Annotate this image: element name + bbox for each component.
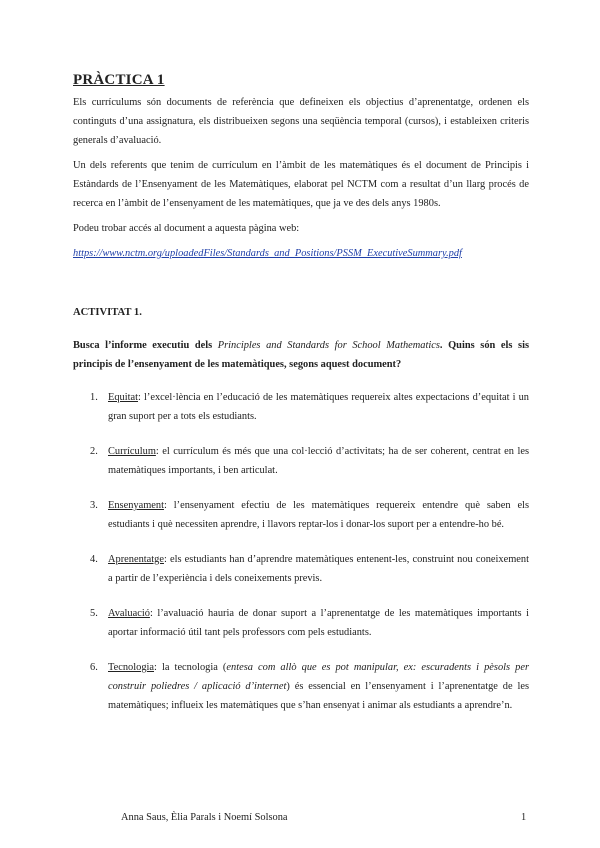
item-number: 3. [90,500,98,511]
nctm-document-link[interactable]: https://www.nctm.org/uploadedFiles/Standards_and_Positions/PSSM_ExecutiveSummary.pdf [73,248,462,259]
question-text-start: Busca l’informe executiu dels [73,340,218,351]
item-number: 1. [90,392,98,403]
footer-authors: Anna Saus, Èlia Parals i Noemí Solsona [121,812,288,823]
item-term: Avaluació [108,608,150,619]
item-term: Ensenyament [108,500,164,511]
item-term: Equitat [108,392,139,403]
intro-paragraph-3: Podeu trobar accés al document a aquesta pàgina web: [73,223,300,234]
intro-paragraph-2: Un dels referents que tenim de currículum en l’àmbit de les matemàtiques és el document de Principis i Estàndards de l’Ensenyament de les Matemàtiques, elaborat pel NCTM com a resultat d’un llarg procés de recerca en l’àmbit de l’ensenyament de les matemàtiques, que ja ve des dels anys 1980s. [73,160,529,209]
item-text: : els estudiants han d’aprendre matemàtiques entenent-les, construint nou coneixement a partir de l’experiència i dels coneixements previs. [108,554,529,584]
item-text-example: entesa com allò que es pot manipular, ex: escuradents i pèsols per construir poliedres / aplicació d’internet [108,662,529,692]
item-term: Currículum [108,446,156,457]
item-term: Aprenentatge [108,554,164,565]
item-number: 5. [90,608,98,619]
page-content [73,72,529,731]
activity-question [73,336,529,374]
principles-list [73,388,529,715]
item-text: : l’avaluació hauria de donar suport a l’aprenentatge de les matemàtiques importants i aportar informació útil tant pels professors com pels estudiants. [108,608,529,638]
item-number: 2. [90,446,98,457]
footer-page-number: 1 [521,812,527,823]
item-number: 4. [90,554,98,565]
list-item [73,604,529,642]
item-number: 6. [90,662,98,673]
item-text: : l’excel·lència en l’educació de les matemàtiques requereix altes expectacions d’equitat i un gran suport per a tots els estudiants. [108,392,529,422]
list-item [73,658,529,715]
item-text-start: : la tecnologia ( [154,662,227,673]
list-item [73,496,529,534]
link-paragraph [73,244,529,263]
list-item [73,550,529,588]
activity-heading: ACTIVITAT 1. [73,307,142,318]
intro-paragraph-1: Els currículums són documents de referència que defineixen els objectius d’aprenentatge, ordenen els continguts d’una assignatura, els distribueixen segons una seqüència temporal (cursos), i estableixen criteris generals d’avaluació. [73,97,529,146]
list-item [73,442,529,480]
page-title: PRÀCTICA 1 [73,72,165,88]
item-term: Tecnologia [108,662,155,673]
list-item [73,388,529,426]
item-text: : el currículum és més que una col·lecció d’activitats; ha de ser coherent, centrat en les matemàtiques importants, i ben articulat. [108,446,529,476]
question-text-end: . Quins són els sis principis de l’ensenyament de les matemàtiques, segons aquest document? [73,340,530,370]
item-text: : l’ensenyament efectiu de les matemàtiques requereix entendre què saben els estudiants i què necessiten aprendre, i llavors reptar-los i donar-los suport per a entendre-ho bé. [108,500,529,530]
question-book-title: Principles and Standards for School Mathematics [217,340,440,351]
item-text-end: ) és essencial en l’ensenyament i l’aprenentatge de les matemàtiques; influeix les matemàtiques que s’han ensenyat i animar als estudiants a aprendre’n. [108,681,529,711]
